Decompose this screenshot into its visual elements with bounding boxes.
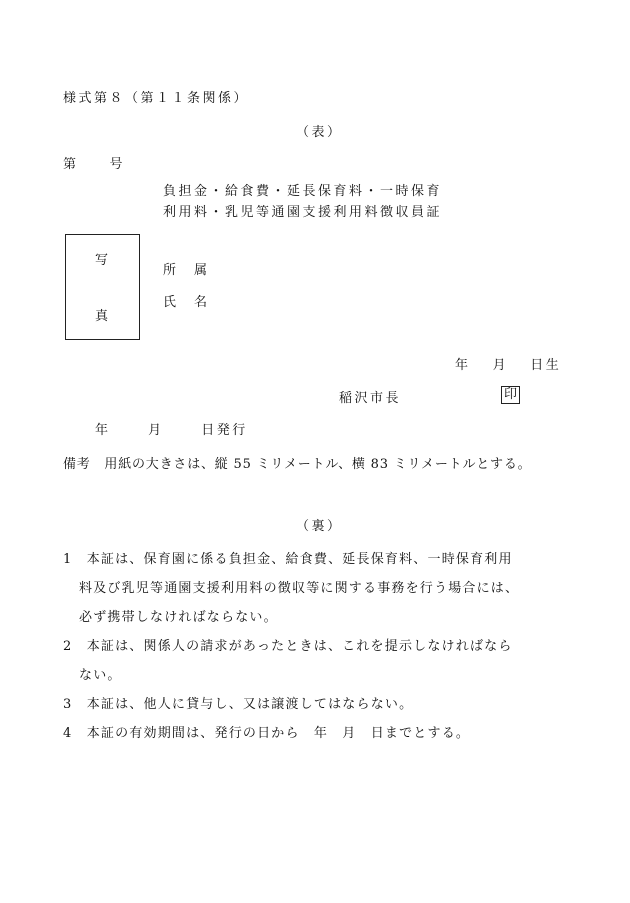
back-item-text: 本証は、他人に貸与し、又は譲渡してはならない。 bbox=[86, 697, 414, 712]
certificate-title-line2: 利用料・乳児等通園支援利用料徴収員証 bbox=[163, 205, 443, 220]
seal-mark bbox=[501, 386, 520, 404]
back-item-continuation: ない。 bbox=[79, 668, 122, 683]
back-item-continuation: 必ず携帯しなければならない。 bbox=[79, 610, 278, 625]
name-label: 氏 名 bbox=[163, 295, 210, 310]
remarks: 備考 用紙の大きさは、縦 55 ミリメートル、横 83 ミリメートルとする。 bbox=[63, 457, 532, 472]
back-item-number: 3 bbox=[63, 697, 73, 712]
back-item bbox=[63, 545, 519, 574]
birth-date-label: 年 月 日生 bbox=[455, 358, 562, 373]
photo-label-bottom: 真 bbox=[95, 309, 109, 324]
back-item-number: 1 bbox=[63, 552, 73, 567]
issue-date-label: 年 月 日発行 bbox=[95, 423, 248, 438]
certificate-title-line1: 負担金・給食費・延長保育料・一時保育 bbox=[163, 184, 443, 199]
back-item bbox=[63, 690, 519, 719]
photo-label-top: 写 bbox=[95, 253, 109, 268]
front-side-label: （表） bbox=[296, 125, 343, 140]
photo-box bbox=[65, 234, 140, 340]
certificate-number-label: 第 号 bbox=[63, 157, 126, 172]
back-item-continuation: 料及び乳児等通園支援利用料の徴収等に関する事務を行う場合には、 bbox=[79, 581, 520, 596]
back-item-number: 2 bbox=[63, 639, 73, 654]
back-item-text: 本証の有効期間は、発行の日から 年 月 日までとする。 bbox=[86, 726, 471, 741]
affiliation-label: 所 属 bbox=[163, 263, 210, 278]
back-side-label: （裏） bbox=[296, 519, 343, 534]
back-item bbox=[63, 719, 519, 748]
form-number: 様式第８（第１１条関係） bbox=[63, 91, 250, 106]
back-item-text: 本証は、保育園に係る負担金、給食費、延長保育料、一時保育利用 bbox=[86, 552, 513, 567]
issuer-label: 稲沢市長 bbox=[339, 391, 402, 406]
back-item bbox=[63, 632, 519, 661]
back-item-text: 本証は、関係人の請求があったときは、これを提示しなければなら bbox=[86, 639, 513, 654]
seal-label: 印 bbox=[501, 386, 520, 404]
back-item-number: 4 bbox=[63, 726, 73, 741]
back-items bbox=[63, 545, 519, 748]
